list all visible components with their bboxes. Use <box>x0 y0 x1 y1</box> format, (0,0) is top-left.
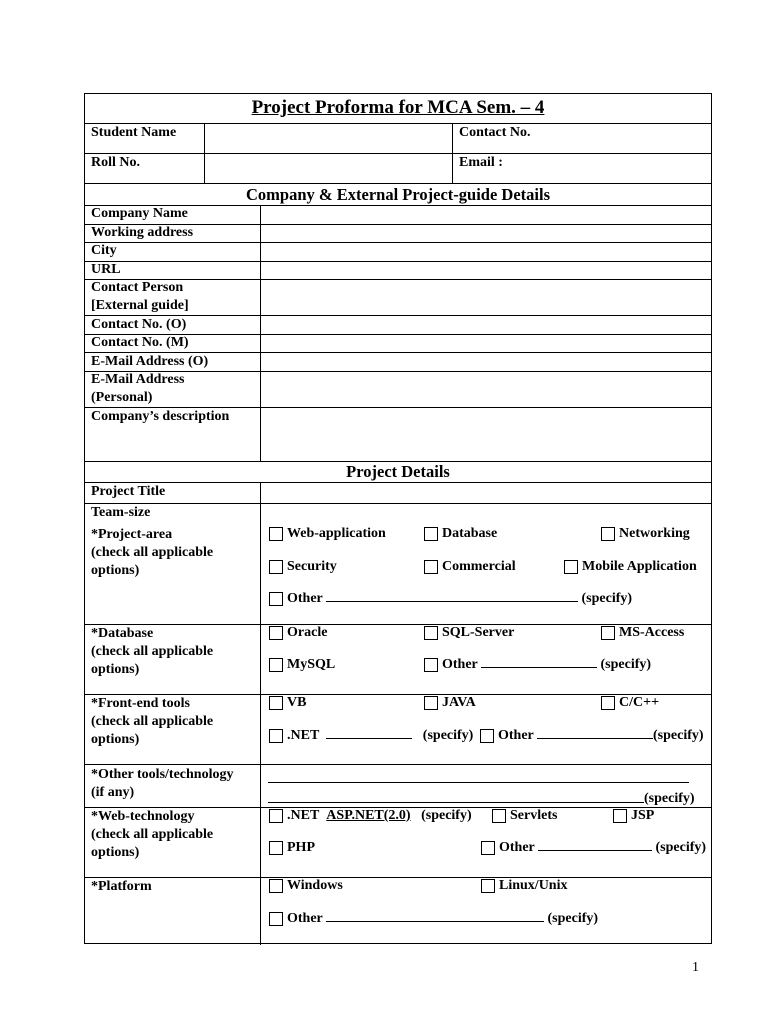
php-checkbox[interactable] <box>269 841 283 855</box>
platform-label: *Platform <box>91 879 152 894</box>
mobile-application-checkbox[interactable] <box>564 560 578 574</box>
url-label: URL <box>91 262 121 277</box>
oracle-checkbox[interactable] <box>269 626 283 640</box>
team-size-label: Team-size <box>91 505 151 520</box>
row-divider <box>85 764 711 765</box>
web-other-checkbox[interactable] <box>481 841 495 855</box>
platform-other-label: Other <box>287 911 323 926</box>
platform-specify: (specify) <box>547 911 599 926</box>
web-dotnet-option <box>287 807 472 825</box>
row-divider <box>85 624 711 625</box>
networking-option: Networking <box>619 526 690 541</box>
project-area-hint: (check all applicable <box>91 545 214 560</box>
frontend-other-label: Other <box>498 728 534 743</box>
row-divider <box>85 153 711 154</box>
web-dotnet-checkbox[interactable] <box>269 809 283 823</box>
oracle-option: Oracle <box>287 625 328 640</box>
web-other-option <box>499 839 706 857</box>
c-cpp-option: C/C++ <box>619 695 660 710</box>
row-divider <box>85 503 711 504</box>
company-description-label: Company’s description <box>91 409 230 424</box>
city-label: City <box>91 243 117 258</box>
c-cpp-checkbox[interactable] <box>601 696 615 710</box>
networking-checkbox[interactable] <box>601 527 615 541</box>
contact-person-label: Contact Person <box>91 280 184 295</box>
platform-other-blank[interactable] <box>326 910 544 922</box>
web-tech-hint: (check all applicable <box>91 827 214 842</box>
row-divider <box>85 123 711 124</box>
other-tools-hint: (if any) <box>91 785 135 800</box>
project-area-other-blank[interactable] <box>326 590 578 602</box>
student-name-label: Student Name <box>91 125 177 140</box>
servlets-option: Servlets <box>510 808 558 823</box>
dotnet-blank[interactable] <box>326 727 412 739</box>
frontend-hint: options) <box>91 732 140 747</box>
project-area-other-label: Other <box>287 591 323 606</box>
frontend-other-option <box>498 727 704 745</box>
database-label: *Database <box>91 626 154 641</box>
web-other-specify: (specify) <box>655 840 707 855</box>
company-name-label: Company Name <box>91 206 188 221</box>
platform-other-checkbox[interactable] <box>269 912 283 926</box>
email-personal-sub-label: (Personal) <box>91 390 153 405</box>
email-o-label: E-Mail Address (O) <box>91 354 209 369</box>
jsp-option: JSP <box>631 808 655 823</box>
page-number: 1 <box>692 960 699 975</box>
web-application-option: Web-application <box>287 526 386 541</box>
project-area-label: *Project-area <box>91 527 173 542</box>
frontend-other-checkbox[interactable] <box>480 729 494 743</box>
database-other-checkbox[interactable] <box>424 658 438 672</box>
jsp-checkbox[interactable] <box>613 809 627 823</box>
dotnet-checkbox[interactable] <box>269 729 283 743</box>
linux-unix-checkbox[interactable] <box>481 879 495 893</box>
dotnet-option <box>287 727 473 745</box>
company-section-heading: Company & External Project-guide Details <box>246 185 550 204</box>
row-divider <box>85 242 711 243</box>
row-divider <box>85 482 711 483</box>
web-dotnet-specify: (specify) <box>421 808 472 823</box>
web-other-label: Other <box>499 840 535 855</box>
java-checkbox[interactable] <box>424 696 438 710</box>
column-divider <box>452 123 453 183</box>
project-area-specify: (specify) <box>581 591 633 606</box>
project-title-label: Project Title <box>91 484 166 499</box>
windows-checkbox[interactable] <box>269 879 283 893</box>
other-tools-line[interactable] <box>268 782 689 783</box>
row-divider <box>85 877 711 878</box>
project-proforma-form <box>84 93 712 944</box>
email-personal-label: E-Mail Address <box>91 372 185 387</box>
database-other-option <box>442 656 651 674</box>
frontend-other-blank[interactable] <box>537 727 653 739</box>
ms-access-option: MS-Access <box>619 625 685 640</box>
php-option: PHP <box>287 840 315 855</box>
project-area-other-checkbox[interactable] <box>269 592 283 606</box>
vb-checkbox[interactable] <box>269 696 283 710</box>
column-divider <box>260 482 261 945</box>
frontend-hint: (check all applicable <box>91 714 214 729</box>
web-application-checkbox[interactable] <box>269 527 283 541</box>
sql-server-option: SQL-Server <box>442 625 515 640</box>
database-other-label: Other <box>442 657 478 672</box>
commercial-checkbox[interactable] <box>424 560 438 574</box>
column-divider <box>204 123 205 183</box>
mysql-option: MySQL <box>287 657 336 672</box>
database-option: Database <box>442 526 498 541</box>
other-tools-line[interactable] <box>268 802 644 803</box>
working-address-label: Working address <box>91 225 194 240</box>
project-section-heading: Project Details <box>346 462 450 481</box>
linux-unix-option: Linux/Unix <box>499 878 568 893</box>
mobile-application-option: Mobile Application <box>582 559 697 574</box>
database-other-blank[interactable] <box>481 656 597 668</box>
project-area-hint: options) <box>91 563 140 578</box>
vb-option: VB <box>287 695 307 710</box>
row-divider <box>85 183 711 184</box>
other-tools-label: *Other tools/technology <box>91 767 234 782</box>
sql-server-checkbox[interactable] <box>424 626 438 640</box>
external-guide-label: [External guide] <box>91 298 189 313</box>
row-divider <box>85 261 711 262</box>
contact-no-o-label: Contact No. (O) <box>91 317 187 332</box>
mysql-checkbox[interactable] <box>269 658 283 672</box>
web-tech-hint: options) <box>91 845 140 860</box>
windows-option: Windows <box>287 878 343 893</box>
database-specify: (specify) <box>600 657 652 672</box>
email-label: Email : <box>459 155 503 170</box>
project-area-other-option <box>287 590 632 608</box>
roll-no-label: Roll No. <box>91 155 140 170</box>
contact-no-m-label: Contact No. (M) <box>91 335 189 350</box>
ms-access-checkbox[interactable] <box>601 626 615 640</box>
frontend-label: *Front-end tools <box>91 696 190 711</box>
commercial-option: Commercial <box>442 559 516 574</box>
web-dotnet-label: .NET <box>287 808 320 823</box>
platform-other-option <box>287 910 598 928</box>
web-tech-label: *Web-technology <box>91 809 195 824</box>
security-checkbox[interactable] <box>269 560 283 574</box>
database-checkbox[interactable] <box>424 527 438 541</box>
database-hint: (check all applicable <box>91 644 214 659</box>
contact-no-label: Contact No. <box>459 125 531 140</box>
database-hint: options) <box>91 662 140 677</box>
frontend-specify: (specify) <box>653 728 704 743</box>
other-tools-specify: (specify) <box>644 791 695 806</box>
dotnet-specify: (specify) <box>422 728 474 743</box>
java-option: JAVA <box>442 695 476 710</box>
form-title: Project Proforma for MCA Sem. – 4 <box>251 97 545 118</box>
dotnet-label: .NET <box>287 728 320 743</box>
column-divider <box>260 205 261 461</box>
servlets-checkbox[interactable] <box>492 809 506 823</box>
web-other-blank[interactable] <box>538 839 652 851</box>
security-option: Security <box>287 559 337 574</box>
aspnet-label: ASP.NET(2.0) <box>326 808 411 823</box>
